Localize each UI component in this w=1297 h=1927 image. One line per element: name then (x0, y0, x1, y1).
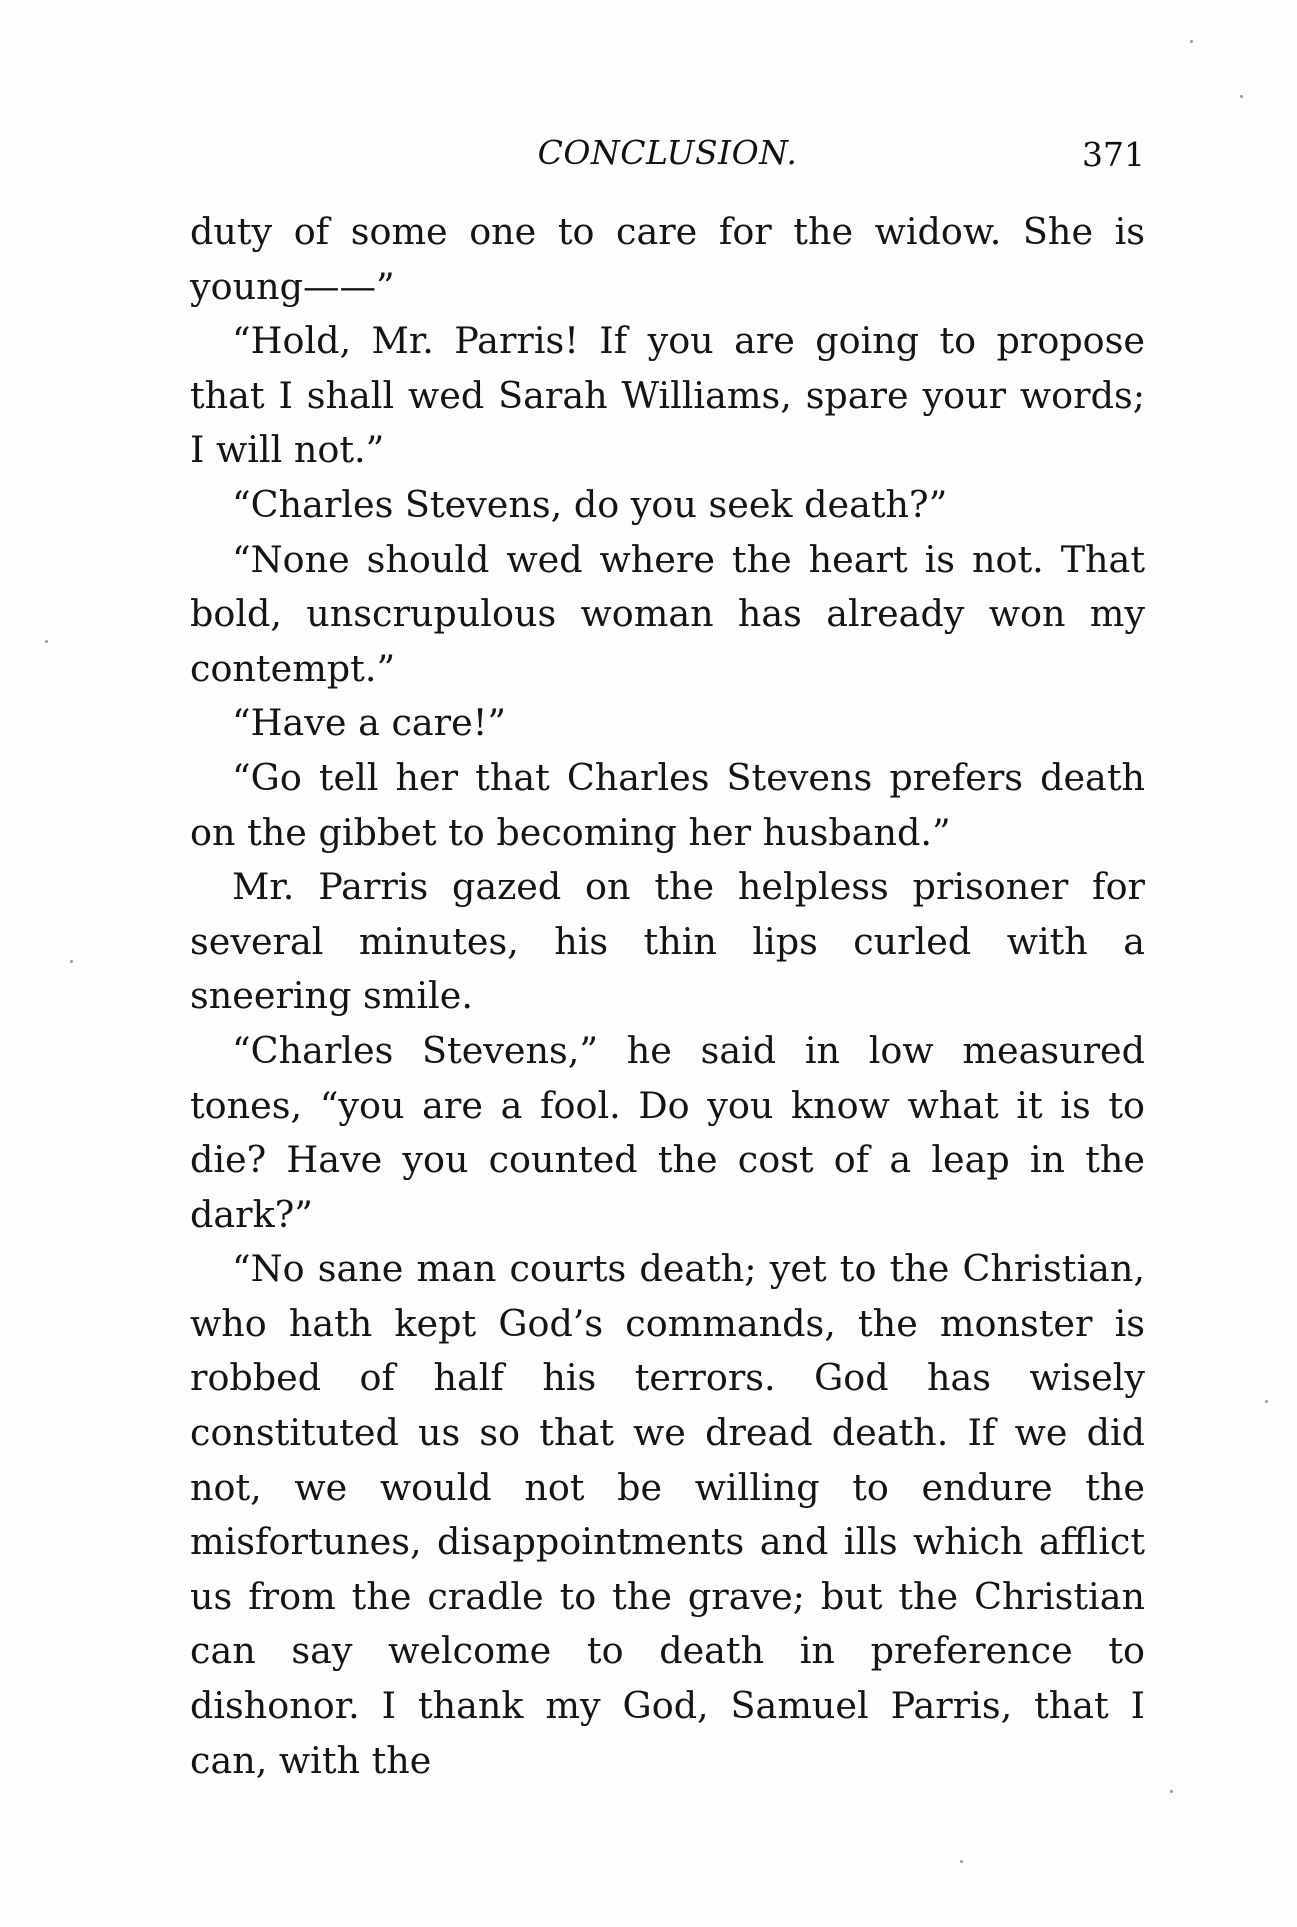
paragraph-3: “Charles Stevens, do you seek death?” (232, 482, 948, 526)
paper-speck (70, 960, 73, 963)
paragraph-9: “No sane man courts death; yet to the Christian, who hath kept God’s commands, the monster is robbed of half his terrors. God has wisely constituted us so that we dread death. If we did not, we would not be willing to endure the misfortunes, disappointments and ills which afflict us from the cradle to the grave; but the Christian can say welcome to death in preference to dishonor. I thank my God, Samuel Parris, that I can, with the (190, 1247, 1145, 1782)
paragraph-6: “Go tell her that Charles Stevens prefers death on the gibbet to becoming her husband.” (190, 755, 1145, 854)
paper-speck (1265, 1400, 1268, 1403)
paragraph-1: duty of some one to care for the widow. She is young——” (190, 210, 1145, 308)
paragraph-2: “Hold, Mr. Parris! If you are going to propose that I shall wed Sarah Williams, spare your words; I will not.” (190, 319, 1145, 472)
running-title: CONCLUSION. (537, 133, 798, 172)
paper-speck (1190, 40, 1193, 43)
page-header (190, 133, 1145, 179)
paper-speck (960, 1860, 963, 1863)
paper-speck (1240, 95, 1243, 98)
paragraph-8: “Charles Stevens,” he said in low measured tones, “you are a fool. Do you know what it is to die? Have you counted the cost of a leap in the dark?” (190, 1028, 1145, 1236)
paragraph-7: Mr. Parris gazed on the helpless prisoner for several minutes, his thin lips curled with a sneering smile. (190, 865, 1145, 1018)
body-text (190, 205, 1145, 1788)
paragraph-5: “Have a care!” (232, 701, 507, 745)
paper-speck (1170, 1790, 1173, 1793)
paragraph-4: “None should wed where the heart is not. That bold, unscrupulous woman has already won my contempt.” (190, 537, 1145, 690)
page-number: 371 (1082, 135, 1145, 174)
paper-speck (45, 640, 48, 643)
